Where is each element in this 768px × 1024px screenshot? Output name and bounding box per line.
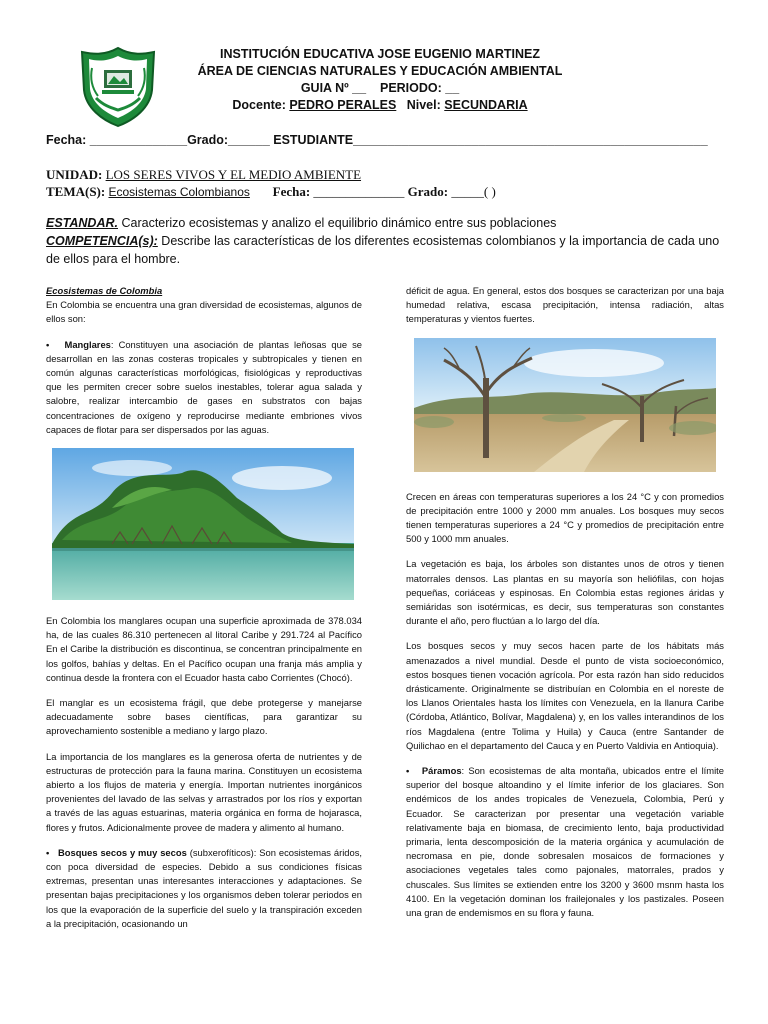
- vegetacion-paragraph: La vegetación es baja, los árboles son distantes unos de otros y tienen matorrales densos. Las plantas en su mayoría son heliófilas, con hojas pequeñas, coriáceas y espinosas. En Colombia estas regiones áridas y semiáridas son isotérmicas, es decir, sus temperaturas son constantes durante el año, pero fluctúan a lo largo del día.: [406, 558, 724, 627]
- importancia-paragraph: La importancia de los manglares es la generosa oferta de nutrientes y de estructuras de protección para la fauna marina. Constituyen un ecosistema abierto a los flujos de materia y energía. Importan nutrientes inorgánicos provenientes del lavado de las selvas y arrastrados por los ríos y exportan a través de las aguas estuarinas, materia orgánica en forma de hojarasca, flores y frutos. Adicionalmente provee de madera y alimento al humano.: [46, 750, 362, 833]
- unidad-label: UNIDAD:: [46, 167, 103, 182]
- bosques-title: Bosques secos y muy secos: [57, 846, 187, 858]
- dry-forest-photo: [414, 338, 716, 472]
- content-column-right: [406, 284, 724, 931]
- school-name: INSTITUCIÓN EDUCATIVA JOSE EUGENIO MARTINEZ: [220, 47, 540, 61]
- competencia-text: Describe las características de los diferentes ecosistemas colombianos y la importancia de cada uno de ellos para el hombre.: [46, 234, 720, 266]
- intro-paragraph: En Colombia se encuentra una gran diversidad de ecosistemas, algunos de ellos son:: [46, 299, 362, 325]
- unidad-tema-block: [46, 166, 496, 201]
- unidad-line: [46, 166, 496, 183]
- docente-label: Docente:: [232, 98, 286, 112]
- unidad-value: LOS SERES VIVOS Y EL MEDIO AMBIENTE: [105, 167, 362, 182]
- estandar-label: ESTANDAR.: [46, 216, 118, 230]
- competencia-line: [46, 232, 726, 268]
- manglares-text: : Constituyen una asociación de plantas leñosas que se desarrollan en las zonas costeras tropicales y subtropicales y tienen en común algunas características morfológicas, fisiológicas y reproductivas que les permiten crecer sobre suelos inestables, tolerar agua salada y salobre, realizar intercambio de gases en substratos con bajas concentraciones de oxígeno y reproducirse mediante embriones vivos capaces de flotar para ser dispersados por las aguas.: [46, 338, 362, 435]
- nivel-value: SECUNDARIA: [444, 98, 528, 112]
- content-column-left: [46, 284, 362, 942]
- manglar-fragil-paragraph: El manglar es un ecosistema frágil, que debe protegerse y manejarse adecuadamente sobre bases científicas, para garantizar su aprovechamiento sostenible a mediano y largo plazo.: [46, 697, 362, 737]
- tema-line: [46, 183, 496, 201]
- tema-value: Ecosistemas Colombianos: [108, 185, 250, 199]
- manglares-title: Manglares: [64, 338, 111, 350]
- estandar-competencia-block: [46, 214, 726, 268]
- estandar-line: [46, 214, 726, 232]
- school-shield-logo: [80, 46, 156, 128]
- periodo-label: PERIODO:: [379, 81, 442, 95]
- bosques-text: : Son ecosistemas áridos, con poca diversidad de especies. Debido a sus condiciones físicas extremas, presentan unas interesantes interacciones y adaptaciones. Se presentan bajas precipitaciones y los organismos deben tolerar periodos en los que la evaporación de la superficie del suelo y la transpiración exceden a la precipitación, ocasionando un: [46, 846, 363, 929]
- guia-periodo-line: [170, 80, 590, 97]
- bosques-subtitle: (subxerofíticos): [186, 846, 254, 858]
- nivel-label: Nivel:: [406, 98, 441, 112]
- competencia-label: COMPETENCIA(s):: [46, 234, 158, 248]
- docente-name: PEDRO PERALES: [289, 98, 397, 112]
- paramos-text: : Son ecosistemas de alta montaña, ubicados entre el límite superior del bosque altoandino y el límite inferior de los glaciares. Son endémicos de los andes tropicales de Venezuela, Colombia, Perú y Ecuador. Se caracterizan por presentar una vegetación variable relativamente baja en biomasa, de crecimiento lento, baja productividad primaria, lenta descomposición de la materia orgánica y acumulación de necromasa en pie, donde sobresalen mosaicos de formaciones y asociaciones vegetales tales como pajonales, matorrales, prados y chuscales. Sus límites se extienden entre los 3200 y 3600 msnm hasta los 4100. En la vegetación dominan los frailejonales y los pastizales. Poseen una gran de endemismos en su flora y fauna.: [406, 765, 724, 919]
- bosques-paragraph: [46, 846, 362, 931]
- tema-fecha-blank: ______________: [313, 184, 405, 199]
- section-heading: Ecosistemas de Colombia: [46, 285, 163, 296]
- guia-number: Nº __: [335, 81, 367, 95]
- crecen-paragraph: Crecen en áreas con temperaturas superiores a los 24 °C y con promedios de precipitación entre 1000 y 2000 mm anuales. Los bosques muy secos tienen temperaturas superiores a 24 °C y promedios de precipitación entre 500 y 1000 mm anuales.: [406, 490, 724, 545]
- manglares-colombia-paragraph: En Colombia los manglares ocupan una superficie aproximada de 378.034 ha, de las cuales 86.310 pertenecen al litoral Caribe y 291.724 al Pacífico En el Caribe la distribución es discontinua, se concentran principalmente en los golfos, bahías y deltas. En el Pacífico ocupan una franja más amplia y continua desde la frontera con el Ecuador hasta cabo Corrientes (Chocó).: [46, 615, 362, 683]
- tema-label: TEMA(S):: [46, 184, 106, 199]
- docente-line: [170, 97, 590, 114]
- tema-grado-label: Grado:: [407, 184, 449, 199]
- deficit-paragraph: déficit de agua. En general, estos dos bosques se caracterizan por una baja humedad relativa, escasa precipitación, intensa radiación, altas temperaturas y vientos fuertes.: [406, 285, 724, 325]
- bullet: •: [406, 765, 410, 777]
- fecha-grado-estudiante-line: Fecha: ______________Grado:______ ESTUDIANTE___________________________________________________: [46, 133, 708, 147]
- mangrove-photo: [52, 448, 354, 600]
- bullet: •: [46, 338, 50, 350]
- habitats-paragraph: Los bosques secos y muy secos hacen parte de los hábitats más amenazados a nivel mundial. Desde el punto de vista socioeconómico, estos bosques tienen vocación agrícola. Por esta razón han sido reducidos drásticamente. Originalmente se distribuían en Colombia en el noreste de los Llanos Orientales hasta los límites con Venezuela, en la llanura Caribe (Córdoba, Atlántico, Bolívar, Magdalena) y, en los valles interandinos de los ríos Magdalena (entre Tolima y Huila) y Cauca (entre Santander de Quilichao en el departamento del Cauca y en Puerto Valdivia en Antioquia).: [406, 640, 724, 751]
- tema-fecha-label: Fecha:: [272, 184, 311, 199]
- area-name: ÁREA DE CIENCIAS NATURALES Y EDUCACIÓN AMBIENTAL: [197, 64, 563, 78]
- paramos-paragraph: [406, 764, 724, 920]
- tema-grado-blank: _____( ): [451, 184, 496, 199]
- estandar-text: Caracterizo ecosistemas y analizo el equilibrio dinámico entre sus poblaciones: [118, 216, 557, 230]
- paramos-title: Páramos: [421, 765, 462, 777]
- guia-label: GUIA: [300, 81, 332, 95]
- periodo-blank: __: [445, 81, 460, 95]
- manglares-paragraph: [46, 338, 362, 437]
- bullet: •: [46, 846, 50, 858]
- document-header: [170, 46, 590, 114]
